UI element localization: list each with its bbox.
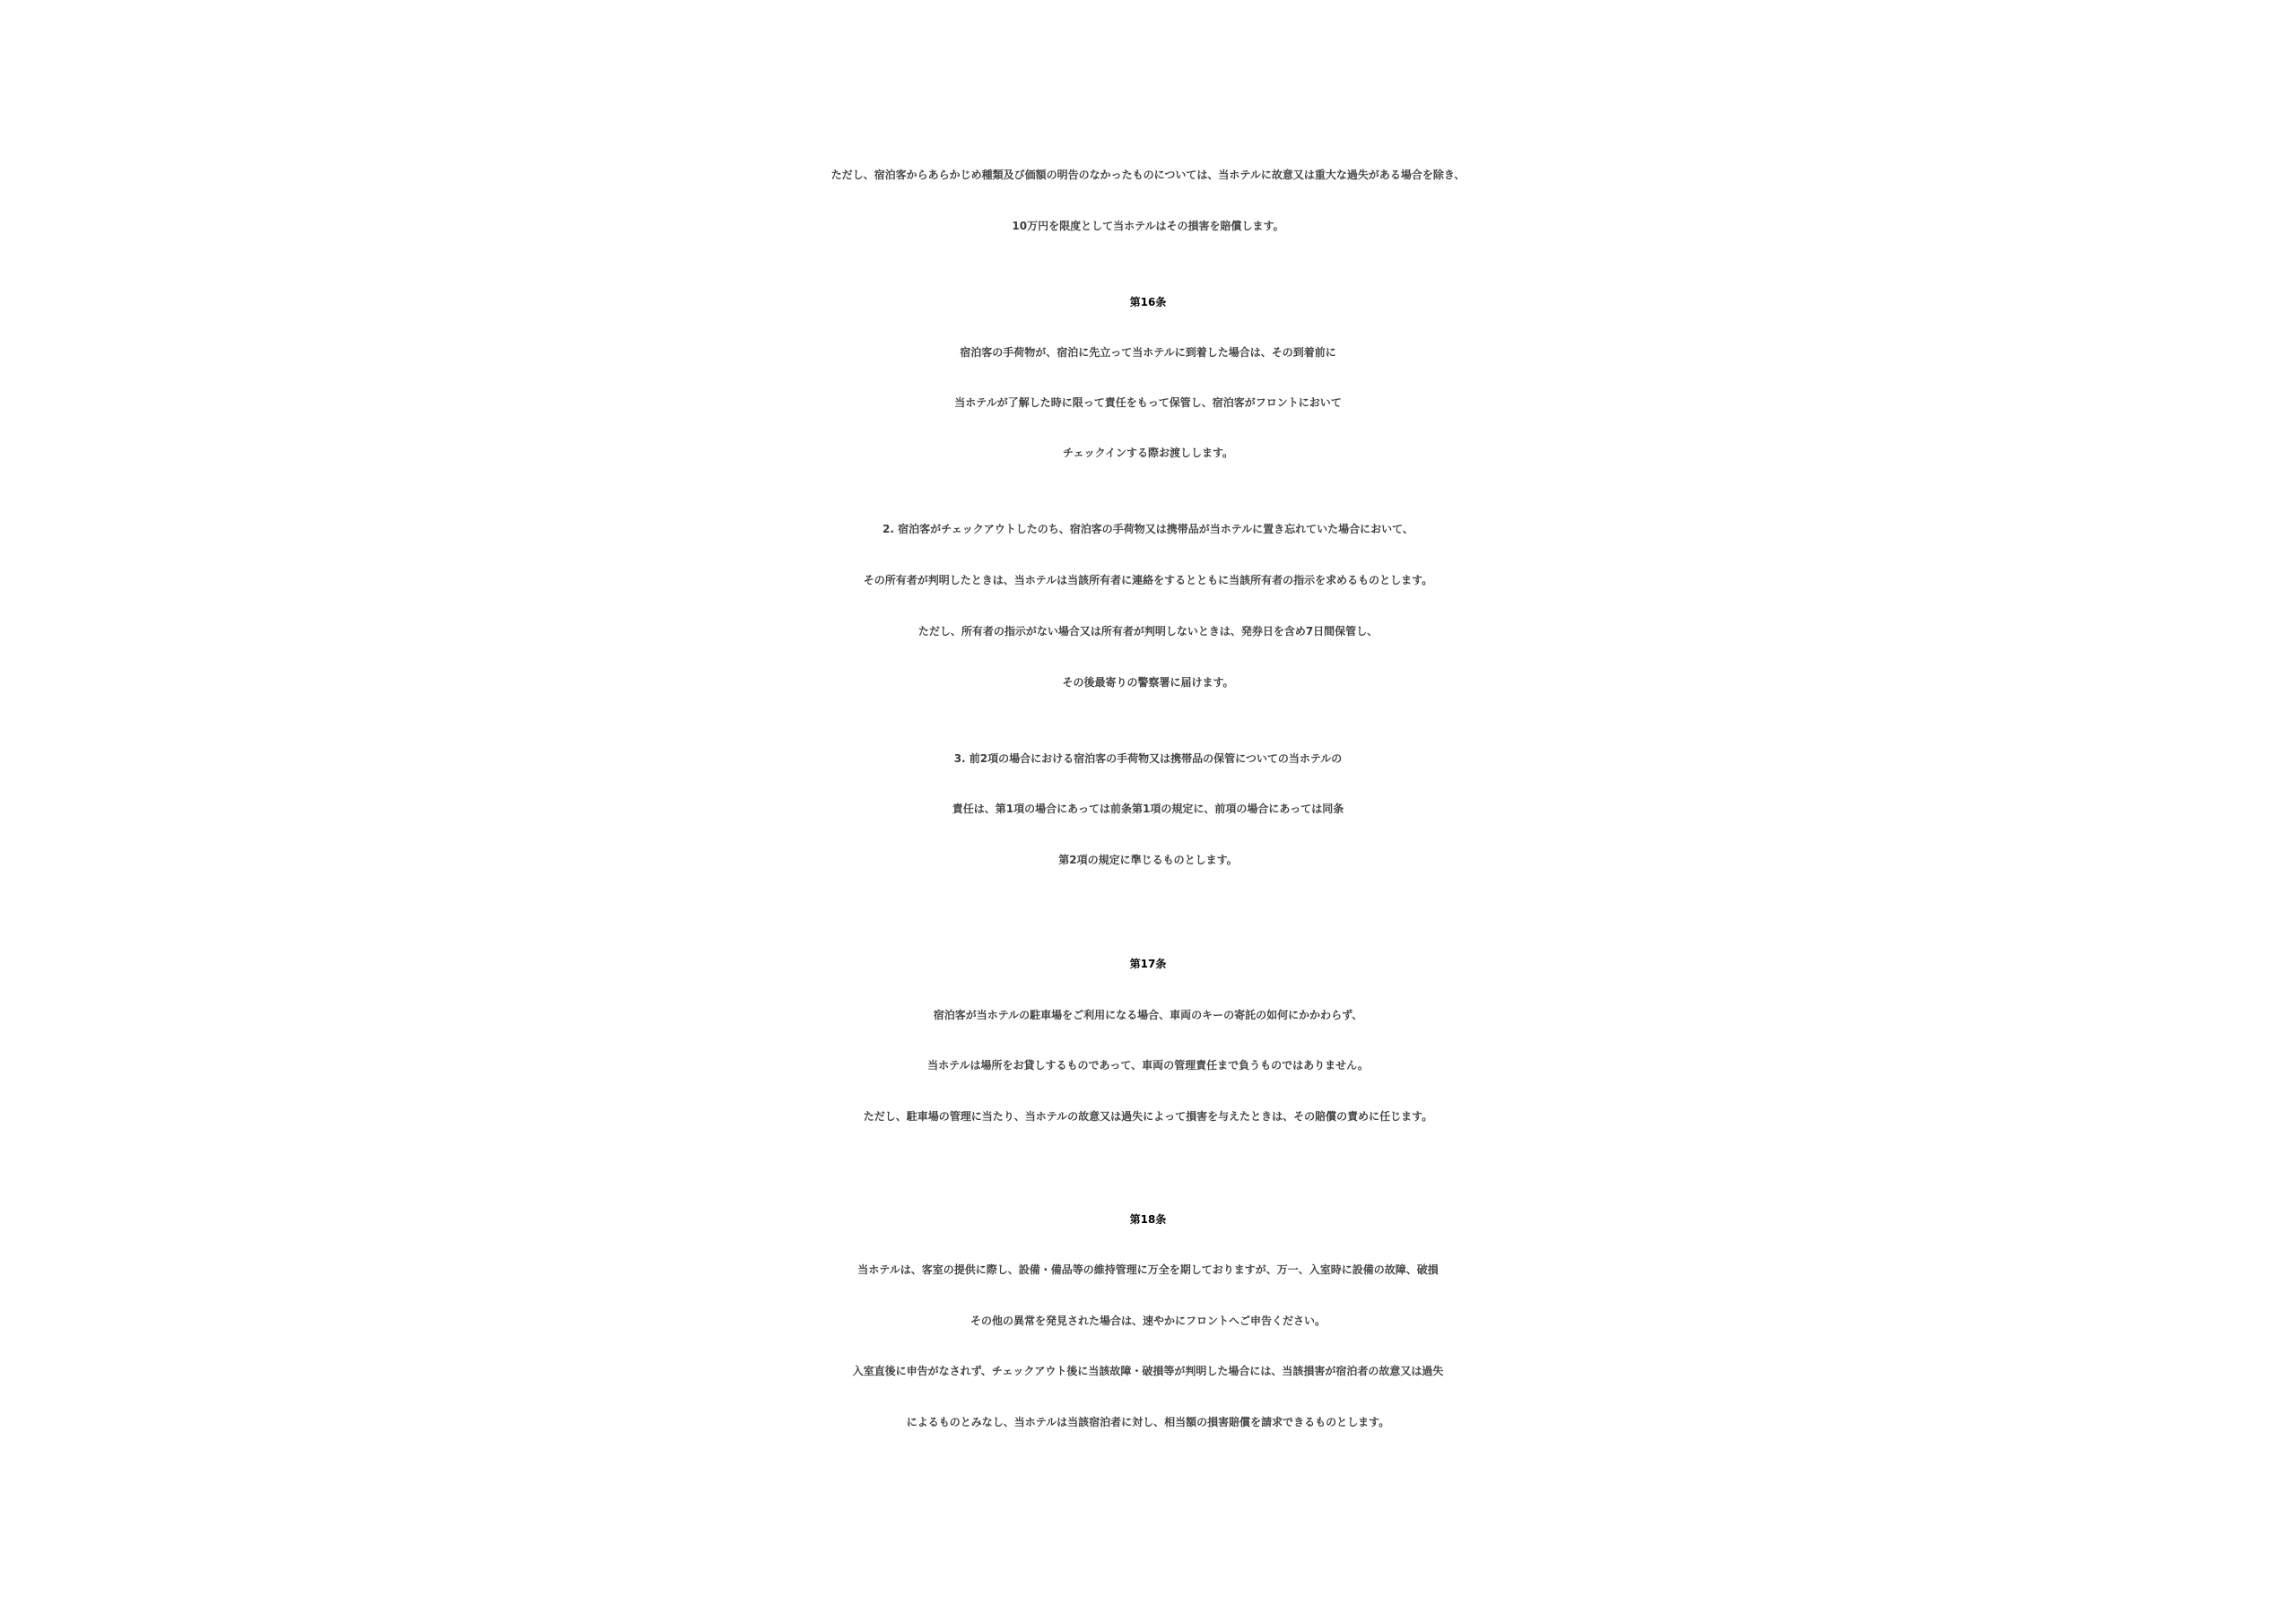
article-16-p1-line-3: チェックインする際お渡しします。 <box>1062 447 1234 459</box>
article-17-p1-line-2: 当ホテルは場所をお貸しするものであって、車両の管理責任まで負うものではありません。 <box>927 1059 1369 1072</box>
article-18-p1-line-1: 当ホテルは、客室の提供に際し、設備・備品等の維持管理に万全を期しておりますが、万一、入室時に設備の故障、破損 <box>857 1263 1439 1276</box>
article-16-p3-line-1: 3. 前2項の場合における宿泊客の手荷物又は携帯品の保管についての当ホテルの <box>953 752 1343 765</box>
article-18-p1-line-2: その他の異常を発見された場合は、速やかにフロントへご申告ください。 <box>970 1315 1326 1327</box>
article-16-p1-line-2: 当ホテルが了解した時に限って責任をもって保管し、宿泊客がフロントにおいて <box>954 396 1342 409</box>
article-18-heading: 第18条 <box>1129 1213 1167 1226</box>
article-16-p2-line-1: 2. 宿泊客がチェックアウトしたのち、宿泊客の手荷物又は携帯品が当ホテルに置き忘れていた場合において、 <box>883 523 1413 535</box>
intro-line-2: 10万円を限度として当ホテルはその損害を賠償します。 <box>1012 220 1284 232</box>
article-16-p2-line-4: その後最寄りの警察署に届けます。 <box>1062 676 1234 689</box>
article-16-p2-line-3: ただし、所有者の指示がない場合又は所有者が判明しないときは、発券日を含め7日間保管し、 <box>918 625 1378 638</box>
article-17-heading: 第17条 <box>1129 958 1167 970</box>
article-17-p1-line-1: 宿泊客が当ホテルの駐車場をご利用になる場合、車両のキーの寄託の如何にかかわらず、 <box>933 1009 1363 1021</box>
article-16-heading: 第16条 <box>1129 296 1167 308</box>
article-18-p1-line-3: 入室直後に申告がなされず、チェックアウト後に当該故障・破損等が判明した場合には、当該損害が宿泊者の故意又は過失 <box>852 1365 1444 1377</box>
article-16-p3-line-3: 第2項の規定に準じるものとします。 <box>1058 854 1238 866</box>
article-16-p3-line-2: 責任は、第1項の場合にあっては前条第1項の規定に、前項の場合にあっては同条 <box>952 803 1344 815</box>
article-18-p1-line-4: によるものとみなし、当ホテルは当該宿泊者に対し、相当額の損害賠償を請求できるものとします。 <box>906 1416 1390 1428</box>
intro-line-1: ただし、宿泊客からあらかじめ種類及び価額の明告のなかったものについては、当ホテルに故意又は重大な過失がある場合を除き、 <box>831 169 1465 181</box>
article-17-p1-line-3: ただし、駐車場の管理に当たり、当ホテルの故意又は過失によって損害を与えたときは、その賠償の責めに任じます。 <box>863 1110 1433 1123</box>
article-16-p1-line-1: 宿泊客の手荷物が、宿泊に先立って当ホテルに到着した場合は、その到着前に <box>960 346 1336 359</box>
article-16-p2-line-2: その所有者が判明したときは、当ホテルは当該所有者に連絡をするとともに当該所有者の指示を求めるものとします。 <box>863 574 1433 586</box>
